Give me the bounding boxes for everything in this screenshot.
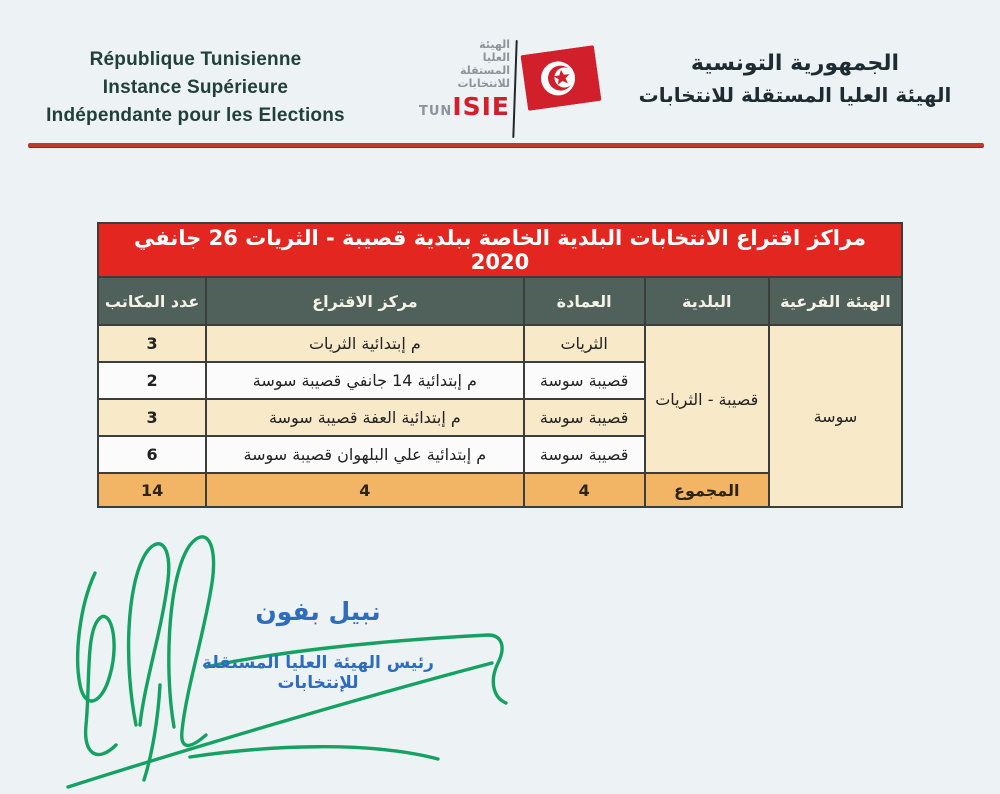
polling-center-cell: م إبتدائية 14 جانفي قصيبة سوسة — [206, 362, 523, 399]
total-offices-cell: 14 — [98, 473, 206, 507]
table-row — [98, 325, 902, 362]
arabic-letterhead-line-1: الجمهورية التونسية — [690, 51, 900, 76]
office-count-cell: 3 — [98, 399, 206, 436]
office-count-cell: 3 — [98, 325, 206, 362]
logo-arabic-line: للانتخابات — [457, 77, 510, 90]
logo-isie-text: ISIE — [452, 92, 510, 121]
col-header-office-count: عدد المكاتب — [98, 277, 206, 325]
isie-logo-wordmark — [400, 38, 510, 121]
isie-logo — [398, 36, 598, 141]
arabic-letterhead — [620, 48, 970, 110]
logo-divider-line — [512, 40, 517, 138]
table-title-row — [98, 223, 902, 277]
logo-arabic-line: العليا — [482, 51, 510, 64]
district-cell: الثريات — [524, 325, 645, 362]
col-header-polling-center: مركز الاقتراع — [206, 277, 523, 325]
col-header-district: العمادة — [524, 277, 645, 325]
arabic-letterhead-line-2: الهيئة العليا المستقلة للانتخابات — [638, 83, 952, 107]
french-line-2: Instance Supérieure — [102, 77, 289, 98]
office-count-cell: 6 — [98, 436, 206, 473]
polling-centers-table — [97, 222, 903, 508]
district-cell: قصيبة سوسة — [524, 399, 645, 436]
logo-latin-wordmark — [400, 92, 510, 121]
signature-name: نبيل بفون — [255, 597, 381, 626]
table-title: مراكز اقتراع الانتخابات البلدية الخاصة ببلدية قصيبة - الثريات 26 جانفي 2020 — [98, 223, 902, 277]
french-letterhead — [28, 46, 363, 130]
polling-center-cell: م إبتدائية الثريات — [206, 325, 523, 362]
col-header-municipality: البلدية — [645, 277, 769, 325]
table-header-row — [98, 277, 902, 325]
municipality-cell: قصيبة - الثريات — [645, 325, 769, 473]
french-line-3: Indépendante pour les Elections — [46, 105, 345, 126]
logo-arabic-line: المستقلة — [459, 64, 510, 77]
polling-table-container — [97, 222, 903, 508]
letterhead-divider-line — [28, 143, 984, 147]
tunisia-flag-icon — [520, 45, 601, 111]
district-cell: قصيبة سوسة — [524, 436, 645, 473]
logo-tun-text: TUN — [419, 104, 453, 119]
total-centers-cell: 4 — [206, 473, 523, 507]
district-cell: قصيبة سوسة — [524, 362, 645, 399]
polling-center-cell: م إبتدائية العفة قصيبة سوسة — [206, 399, 523, 436]
total-label-cell: المجموع — [645, 473, 769, 507]
signature-title: رئيس الهيئة العليا المستقلة للإنتخابات — [202, 653, 434, 693]
logo-arabic-line: الهيئة — [479, 38, 510, 51]
office-count-cell: 2 — [98, 362, 206, 399]
col-header-subcommission: الهيئة الفرعية — [769, 277, 902, 325]
subcommission-cell: سوسة — [769, 325, 902, 507]
french-line-1: République Tunisienne — [89, 49, 302, 70]
polling-center-cell: م إبتدائية علي البلهوان قصيبة سوسة — [206, 436, 523, 473]
total-districts-cell: 4 — [524, 473, 645, 507]
